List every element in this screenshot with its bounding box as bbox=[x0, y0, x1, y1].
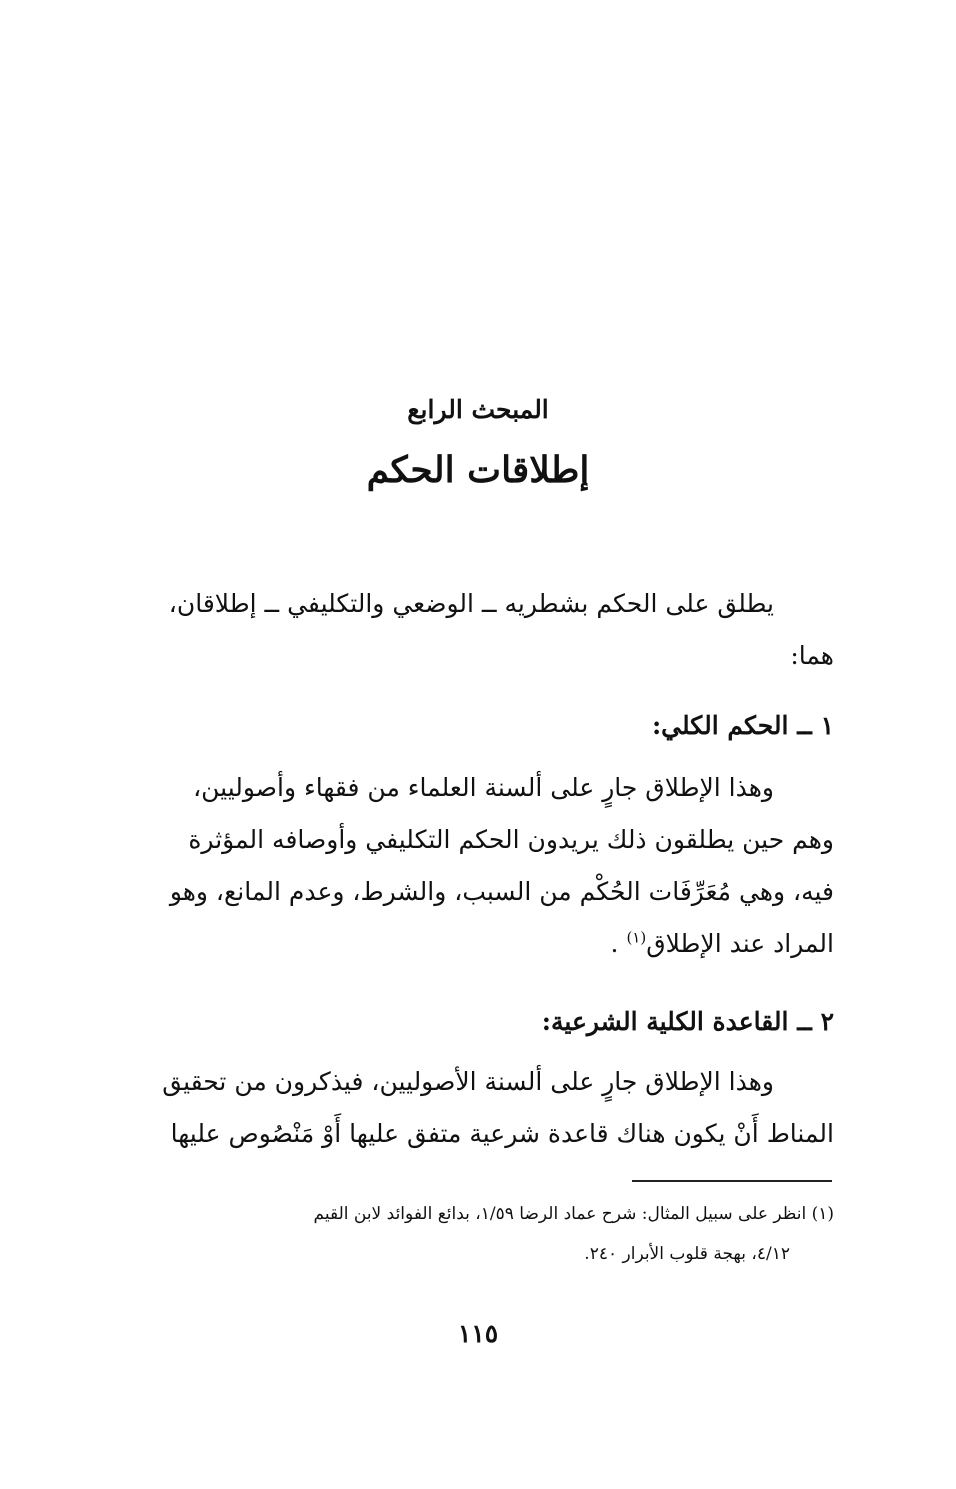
section-1-paragraph bbox=[136, 762, 834, 970]
section-label: المبحث الرابع bbox=[407, 395, 549, 424]
paragraph-line bbox=[136, 918, 834, 970]
paragraph-line: فيه، وهي مُعَرِّفَات الحُكْم من السبب، والشرط، وعدم المانع، وهو bbox=[169, 877, 834, 906]
footnote-divider bbox=[632, 1180, 832, 1182]
footnote-line: ٤/١٢، بهجة قلوب الأبرار ٢٤٠. bbox=[584, 1244, 790, 1264]
section-2-paragraph bbox=[136, 1056, 834, 1160]
section-1-heading: ١ ــ الحكم الكلي: bbox=[651, 711, 834, 740]
paragraph-line: وهذا الإطلاق جارٍ على ألسنة العلماء من فقهاء وأصوليين، bbox=[193, 773, 774, 802]
paragraph-line: المناط أَنْ يكون هناك قاعدة شرعية متفق عليها أَوْ مَنْصُوص عليها bbox=[170, 1119, 834, 1148]
chapter-title: إطلاقات الحكم bbox=[366, 449, 590, 491]
paragraph-line: وهم حين يطلقون ذلك يريدون الحكم التكليفي وأوصافه المؤثرة bbox=[188, 825, 834, 854]
footnote-line: (١) انظر على سبيل المثال: شرح عماد الرضا ١/٥٩، بدائع الفوائد لابن القيم bbox=[313, 1204, 834, 1224]
paragraph-line: وهذا الإطلاق جارٍ على ألسنة الأصوليين، فيذكرون من تحقيق bbox=[162, 1067, 774, 1096]
footnotes bbox=[136, 1194, 834, 1274]
intro-paragraph bbox=[136, 578, 834, 682]
paragraph-line: يطلق على الحكم بشطريه ــ الوضعي والتكليفي ــ إطلاقان، bbox=[168, 589, 774, 618]
paragraph-line: هما: bbox=[790, 641, 834, 670]
section-2-heading: ٢ ــ القاعدة الكلية الشرعية: bbox=[541, 1007, 834, 1036]
page-number: ١١٥ bbox=[457, 1319, 499, 1348]
line-end-text: . bbox=[610, 929, 627, 958]
footnote-reference[interactable]: (١) bbox=[626, 928, 647, 947]
line-text: المراد عند الإطلاق bbox=[646, 929, 834, 958]
